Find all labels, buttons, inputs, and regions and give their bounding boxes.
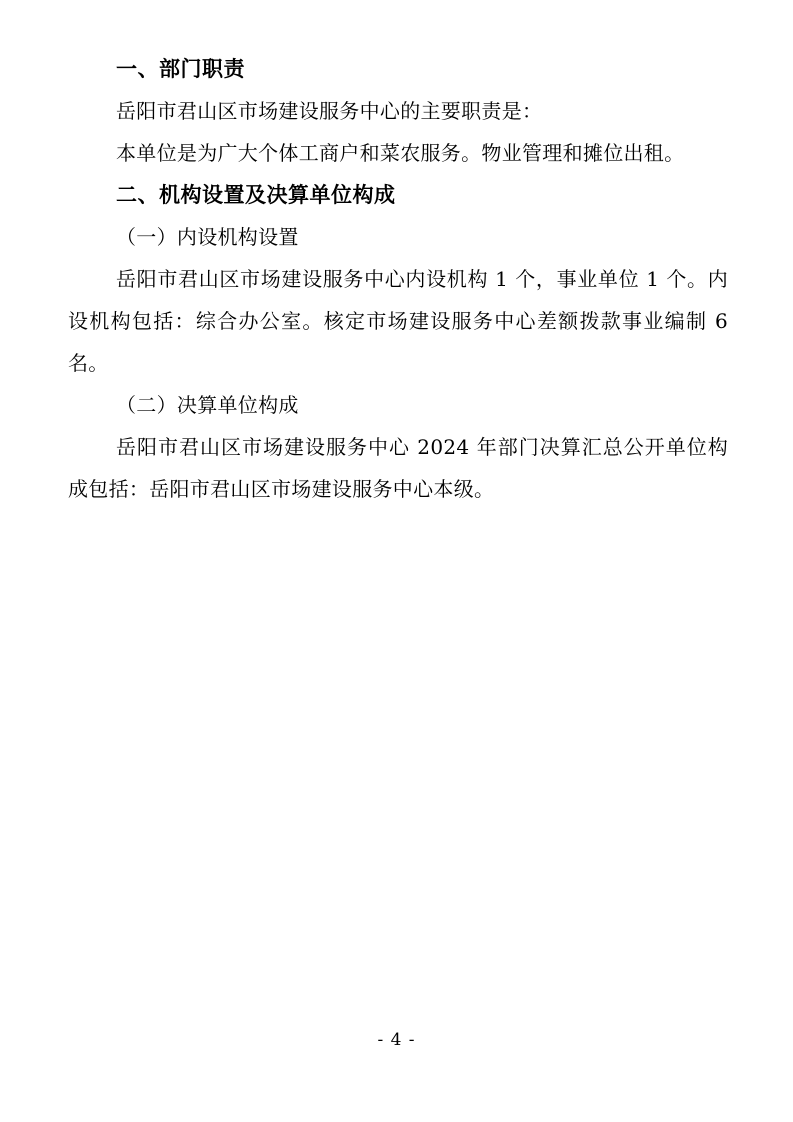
subsection-heading-2: （二）决算单位构成	[116, 393, 299, 417]
section-heading-2: 二、机构设置及决算单位构成	[116, 183, 396, 207]
paragraph-internal-organization: 岳阳市君山区市场建设服务中心内设机构 1 个，事业单位 1 个。内设机构包括：综合办公室。核定市场建设服务中心差额拨款事业编制 6 名。	[68, 267, 728, 375]
paragraph-settlement-units: 岳阳市君山区市场建设服务中心 2024 年部门决算汇总公开单位构成包括：岳阳市君山区市场建设服务中心本级。	[68, 435, 728, 501]
paragraph-duties-intro: 岳阳市君山区市场建设服务中心的主要职责是：	[116, 99, 543, 123]
document-body	[68, 48, 728, 510]
paragraph-duties-body: 本单位是为广大个体工商户和菜农服务。物业管理和摊位出租。	[116, 141, 685, 165]
subsection-heading-1: （一）内设机构设置	[116, 225, 299, 249]
page-number-footer: - 4 -	[377, 1030, 416, 1050]
section-heading-1: 一、部门职责	[116, 57, 245, 81]
